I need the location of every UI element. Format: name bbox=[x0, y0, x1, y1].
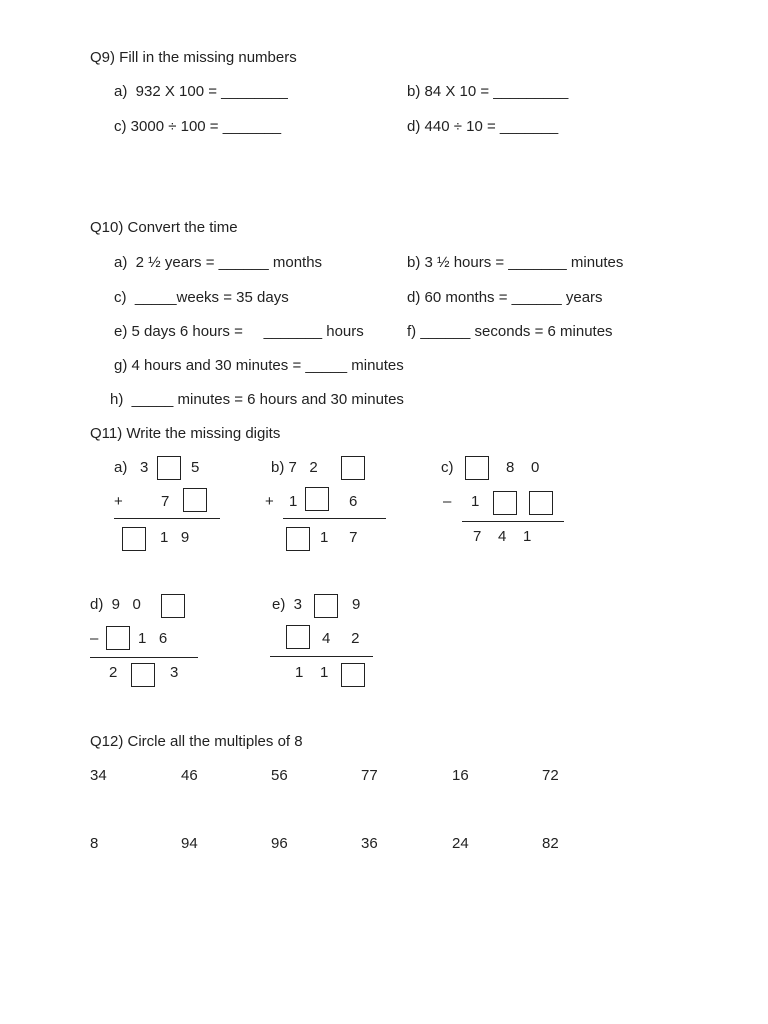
q11-c-difference-line bbox=[462, 521, 564, 522]
q12-number[interactable]: 72 bbox=[542, 767, 559, 784]
q11-b-label: b) 7 2 bbox=[271, 459, 318, 476]
q10-item-d: d) 60 months = ______ years bbox=[407, 289, 603, 306]
q11-d-label: d) 9 0 bbox=[90, 596, 141, 613]
q9-item-a: a) 932 X 100 = ________ bbox=[114, 83, 288, 100]
q11-a-digit: 5 bbox=[191, 459, 200, 476]
q12-number[interactable]: 96 bbox=[271, 835, 288, 852]
q11-d-digits: 1 6 bbox=[138, 630, 168, 647]
q11-d-operator: – bbox=[90, 630, 99, 647]
q11-b-sum-line bbox=[283, 518, 386, 519]
q9-title: Q9) Fill in the missing numbers bbox=[90, 49, 297, 66]
q12-number[interactable]: 16 bbox=[452, 767, 469, 784]
q11-a-answer-box[interactable] bbox=[157, 456, 181, 480]
q12-number[interactable]: 82 bbox=[542, 835, 559, 852]
q11-d-answer-box[interactable] bbox=[106, 626, 130, 650]
q11-a-digit: 7 bbox=[161, 493, 170, 510]
q10-item-e: e) 5 days 6 hours = _______ hours bbox=[114, 323, 364, 340]
q11-b-answer-box[interactable] bbox=[305, 487, 329, 511]
q11-c-label: c) bbox=[441, 459, 454, 476]
q10-item-b: b) 3 ½ hours = _______ minutes bbox=[407, 254, 624, 271]
q12-title: Q12) Circle all the multiples of 8 bbox=[90, 733, 303, 750]
q11-d-answer-box[interactable] bbox=[131, 663, 155, 687]
q11-a-sum-line bbox=[114, 518, 220, 519]
q11-c-result: 7 4 1 bbox=[473, 528, 532, 545]
q11-e-result: 1 1 bbox=[295, 664, 329, 681]
q12-number[interactable]: 34 bbox=[90, 767, 107, 784]
q11-c-answer-box[interactable] bbox=[529, 491, 553, 515]
q11-b-operator: + bbox=[265, 493, 274, 510]
q11-a-label: a) bbox=[114, 459, 128, 476]
q10-title: Q10) Convert the time bbox=[90, 219, 238, 236]
q12-number[interactable]: 8 bbox=[90, 835, 99, 852]
q11-a-answer-box[interactable] bbox=[122, 527, 146, 551]
q11-a-operator: + bbox=[114, 493, 123, 510]
q11-c-answer-box[interactable] bbox=[493, 491, 517, 515]
q11-c-operator: – bbox=[443, 493, 452, 510]
q11-b-digit: 6 bbox=[349, 493, 358, 510]
q11-a-digit: 3 bbox=[140, 459, 149, 476]
q11-e-label: e) 3 bbox=[272, 596, 303, 613]
q11-b-result: 1 7 bbox=[320, 529, 358, 546]
q12-number[interactable]: 56 bbox=[271, 767, 288, 784]
q11-a-result: 1 9 bbox=[160, 529, 190, 546]
q11-e-answer-box[interactable] bbox=[341, 663, 365, 687]
q11-b-answer-box[interactable] bbox=[286, 527, 310, 551]
q10-item-c: c) _____weeks = 35 days bbox=[114, 289, 289, 306]
q10-item-h: h) _____ minutes = 6 hours and 30 minutes bbox=[110, 391, 404, 408]
q11-d-difference-line bbox=[90, 657, 198, 658]
q11-title: Q11) Write the missing digits bbox=[90, 425, 281, 442]
q10-item-a: a) 2 ½ years = ______ months bbox=[114, 254, 323, 271]
q11-e-answer-box[interactable] bbox=[286, 625, 310, 649]
q11-c-digit: 1 bbox=[471, 493, 480, 510]
q9-item-d: d) 440 ÷ 10 = _______ bbox=[407, 118, 559, 135]
q12-number[interactable]: 46 bbox=[181, 767, 198, 784]
q9-item-c: c) 3000 ÷ 100 = _______ bbox=[114, 118, 282, 135]
q10-item-g: g) 4 hours and 30 minutes = _____ minutes bbox=[114, 357, 404, 374]
q11-d-digit: 2 bbox=[109, 664, 118, 681]
q11-a-answer-box[interactable] bbox=[183, 488, 207, 512]
q11-b-digit: 1 bbox=[289, 493, 298, 510]
q11-e-digit: 9 bbox=[352, 596, 361, 613]
q9-item-b: b) 84 X 10 = _________ bbox=[407, 83, 569, 100]
q11-e-digits: 4 2 bbox=[322, 630, 360, 647]
q11-c-answer-box[interactable] bbox=[465, 456, 489, 480]
q12-number[interactable]: 94 bbox=[181, 835, 198, 852]
q10-item-f: f) ______ seconds = 6 minutes bbox=[407, 323, 613, 340]
q11-d-digit: 3 bbox=[170, 664, 179, 681]
q11-c-digits: 8 0 bbox=[506, 459, 540, 476]
q11-e-sum-line bbox=[270, 656, 373, 657]
q12-number[interactable]: 77 bbox=[361, 767, 378, 784]
q11-d-answer-box[interactable] bbox=[161, 594, 185, 618]
q12-number[interactable]: 24 bbox=[452, 835, 469, 852]
q11-e-answer-box[interactable] bbox=[314, 594, 338, 618]
q12-number[interactable]: 36 bbox=[361, 835, 378, 852]
q11-b-answer-box[interactable] bbox=[341, 456, 365, 480]
